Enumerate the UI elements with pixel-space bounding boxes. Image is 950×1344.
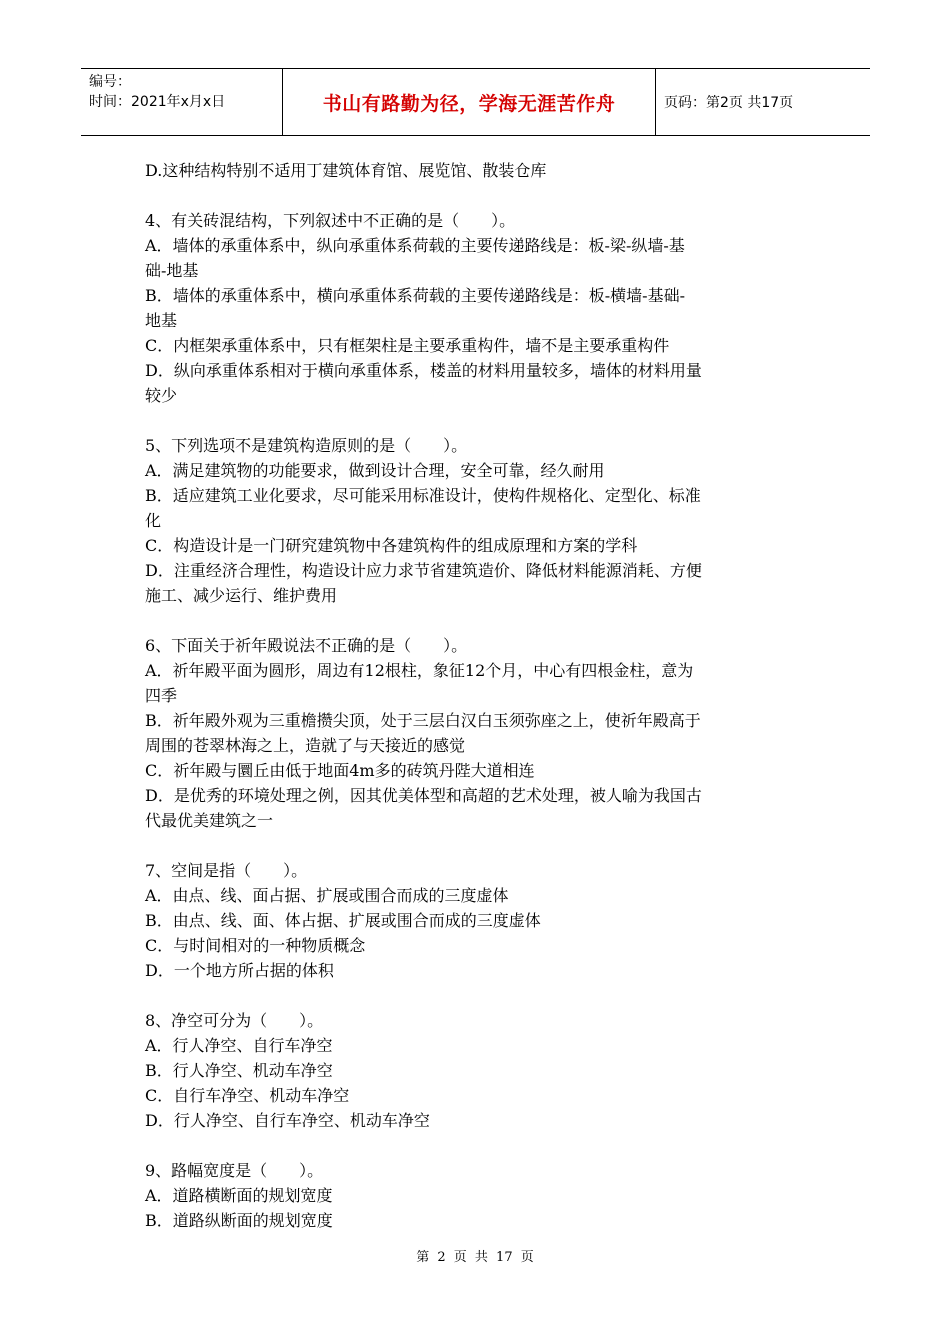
text-line: A．由点、线、面占据、扩展或围合而成的三度虚体: [145, 886, 509, 905]
text-line: A．道路横断面的规划宽度: [145, 1186, 333, 1205]
text-line: 代最优美建筑之一: [145, 811, 274, 830]
text-line: 周围的苍翠林海之上，造就了与天接近的感觉: [145, 736, 466, 755]
text-line: 5、下列选项不是建筑构造原则的是（ ）。: [145, 436, 468, 455]
text-line: B．墙体的承重体系中，横向承重体系荷载的主要传递路线是：板-横墙-基础-: [145, 286, 685, 305]
text-line: B．适应建筑工业化要求，尽可能采用标准设计，使构件规格化、定型化、标准: [145, 486, 701, 505]
text-line: D．是优秀的环境处理之例，因其优美体型和高超的艺术处理，被人喻为我国古: [145, 786, 702, 805]
text-line: 7、空间是指（ ）。: [145, 861, 308, 880]
text-line: C．自行车净空、机动车净空: [145, 1086, 350, 1105]
text-line: 较少: [145, 386, 178, 405]
text-line: A．行人净空、自行车净空: [145, 1036, 333, 1055]
blank-line: [145, 608, 815, 633]
page-footer: 第 2 页 共 17 页: [416, 1250, 534, 1265]
text-line: 化: [145, 511, 162, 530]
text-line: B．道路纵断面的规划宽度: [145, 1211, 333, 1230]
text-line: 础-地基: [145, 261, 199, 280]
text-line: C．与时间相对的一种物质概念: [145, 936, 366, 955]
text-line: C．祈年殿与圜丘由低于地面4m多的砖筑丹陛大道相连: [145, 761, 535, 780]
text-line: B．由点、线、面、体占据、扩展或围合而成的三度虚体: [145, 911, 541, 930]
header-motto: 书山有路勤为径，学海无涯苦作舟: [283, 69, 656, 135]
text-line: A．墙体的承重体系中，纵向承重体系荷载的主要传递路线是：板-梁-纵墙-基: [145, 236, 685, 255]
text-line: C．内框架承重体系中，只有框架柱是主要承重构件，墙不是主要承重构件: [145, 336, 670, 355]
text-line: D．一个地方所占据的体积: [145, 961, 334, 980]
number-label: 编号：: [89, 74, 131, 90]
blank-line: [145, 983, 815, 1008]
document-body: [145, 158, 815, 1233]
blank-line: [145, 408, 815, 433]
text-line: 四季: [145, 686, 178, 705]
page-header: [81, 68, 870, 136]
text-line: 6、下面关于祈年殿说法不正确的是（ ）。: [145, 636, 468, 655]
text-line: D．行人净空、自行车净空、机动车净空: [145, 1111, 430, 1130]
text-line: D．注重经济合理性，构造设计应力求节省建筑造价、降低材料能源消耗、方便: [145, 561, 702, 580]
text-line: B．行人净空、机动车净空: [145, 1061, 333, 1080]
header-page-info: 页码：第2页 共17页: [664, 95, 794, 111]
header-meta: [81, 69, 283, 135]
text-line: A．满足建筑物的功能要求，做到设计合理，安全可靠，经久耐用: [145, 461, 605, 480]
text-line: D.这种结构特别不适用丁建筑体育馆、展览馆、散装仓库: [145, 161, 547, 180]
text-line: B．祈年殿外观为三重檐攒尖顶，处于三层白汉白玉须弥座之上，使祈年殿高于: [145, 711, 701, 730]
text-line: 8、净空可分为（ ）。: [145, 1011, 324, 1030]
text-line: 地基: [145, 311, 178, 330]
text-line: C．构造设计是一门研究建筑物中各建筑构件的组成原理和方案的学科: [145, 536, 638, 555]
text-line: D．纵向承重体系相对于横向承重体系，楼盖的材料用量较多，墙体的材料用量: [145, 361, 702, 380]
text-line: 9、路幅宽度是（ ）。: [145, 1161, 324, 1180]
blank-line: [145, 833, 815, 858]
text-line: 4、有关砖混结构，下列叙述中不正确的是（ ）。: [145, 211, 516, 230]
blank-line: [145, 183, 815, 208]
date-label: 时间：2021年x月x日: [89, 94, 226, 110]
blank-line: [145, 1133, 815, 1158]
text-line: 施工、减少运行、维护费用: [145, 586, 338, 605]
text-line: A．祈年殿平面为圆形，周边有12根柱，象征12个月，中心有四根金柱，意为: [145, 661, 694, 680]
